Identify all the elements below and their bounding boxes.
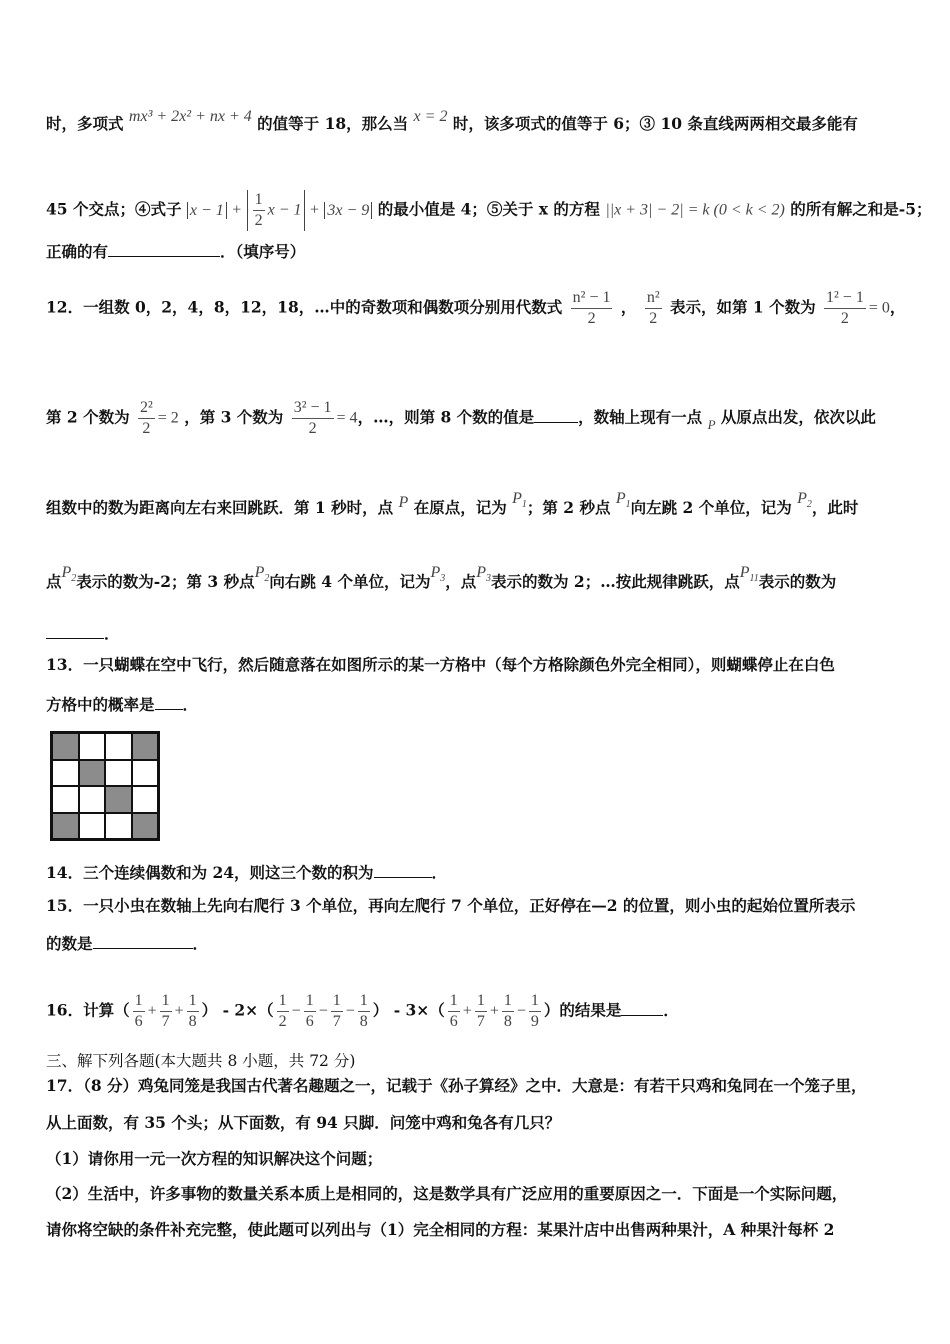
q11-line-1 [46,108,858,135]
q17-part-2-line-2: 请你将空缺的条件补充完整，使此题可以列出与（1）完全相同的方程：某果汁店中出售两种果汁，A 种果汁每杯 2 [46,1220,835,1239]
point-p: P [398,494,409,511]
text: 组数中的数为距离向左右来回跳跃．第 1 秒时，点 [46,498,394,517]
fraction-1-7: $\frac{1}{7}$ [161,992,170,1030]
q14-line [46,861,447,883]
answer-blank[interactable] [46,622,104,639]
text: ．（填序号） [220,242,306,261]
grid-cell-white [52,786,79,813]
fraction-1-8: $\frac{1}{8}$ [188,992,197,1030]
q12-line-3 [46,490,859,525]
equals-two: = 2 [157,409,179,427]
grid-cell-gray [105,786,132,813]
point-p: P [707,416,716,432]
grid-cell-gray [132,733,159,760]
answer-blank[interactable] [108,240,220,257]
x-equals-2: x = 2 [413,108,448,125]
grid-cell-gray [52,813,79,840]
grid-cell-white [105,760,132,787]
grid-cell-white [79,813,106,840]
answer-blank[interactable] [155,693,183,710]
plus-sign: + [309,201,319,219]
text: 时，多项式 [46,114,124,133]
grid-cell-white [79,733,106,760]
text: 表示的数为 2；…按此规律跳跃，点 [491,572,740,591]
fraction-1-7: $\frac{1}{7}$ [332,992,341,1030]
text: 第 2 个数为 [46,407,130,427]
fraction-denominator: 2 [824,308,866,329]
text: 的数是 [46,934,93,953]
q17-part-2-line-1: （2）生活中，许多事物的数量关系本质上是相同的，这是数学具有广泛应用的重要原因之一．下面是一个实际问题， [46,1184,848,1203]
text: 向左跳 2 个单位，记为 [630,498,792,517]
text: 45 个交点；④式子 [46,199,182,219]
text: ． [431,863,448,882]
answer-blank[interactable] [93,932,193,949]
text: 从原点出发，依次以此 [720,407,876,427]
point-p11: $P_{11}$ [739,564,759,585]
fraction-1-6: $\frac{1}{6}$ [305,992,314,1030]
fraction-numerator: 2² [139,399,153,416]
first-term-fraction [824,288,866,329]
fraction-denominator: 2 [645,308,662,329]
q15-line-2 [46,932,208,954]
q12-line-2 [46,398,876,439]
answer-blank[interactable] [374,861,432,878]
point-p2: $P_2$ [797,490,812,511]
fraction-numerator: 1 [254,191,263,208]
text: ． [663,1000,679,1020]
text: 正确的有 [46,242,109,261]
fraction-1-8: $\frac{1}{8}$ [359,992,368,1030]
q11-answer-line [46,240,305,262]
even-term-fraction [645,288,662,329]
equals-zero: = 0 [868,299,890,317]
q15-line-1 [46,896,855,916]
fraction-denominator: 2 [138,418,155,439]
butterfly-grid-figure [50,731,160,841]
q17-line-1: 17．（8 分）鸡兔同笼是我国古代著名趣题之一，记载于《孙子算经》之中．大意是：有若干只鸡和兔同在一个笼子里， [46,1076,867,1095]
polynomial-expression: mx³ + 2x² + nx + 4 [128,108,252,125]
text: 12．一组数 0，2，4，8，12，18，…中的奇数项和偶数项分别用代数式 [46,297,563,317]
text: 的结果是 [559,1000,622,1020]
fraction-1-8: $\frac{1}{8}$ [503,992,512,1030]
text: 13．一只蝴蝶在空中飞行，然后随意落在如图所示的某一方格中（每个方格除颜色外完全相同），则蝴蝶停止在白色 [46,655,835,674]
text: ，点 [445,572,477,591]
fraction-numerator: 3² − 1 [293,399,332,416]
q13-line-1 [46,655,835,675]
text: ；第 2 秒点 [526,498,611,517]
third-term-fraction [292,398,334,439]
grid-cell-white [105,813,132,840]
text: 表示的数为 [758,572,837,591]
text: ，第 3 个数为 [184,407,284,427]
q17-part-1: （1）请你用一元一次方程的知识解决这个问题； [46,1149,383,1168]
text: 14．三个连续偶数和为 24，则这三个数的积为 [46,863,374,882]
equals-four: = 4 [336,409,358,427]
fraction-denominator: 2 [571,308,613,329]
fraction-denominator: 2 [292,418,334,439]
text: ． [182,695,199,714]
grid-cell-white [132,786,159,813]
text: 表示的数为-2；第 3 秒点 [76,572,255,591]
fraction-1-2: $\frac{1}{2}$ [278,992,287,1030]
text: ， [889,297,906,317]
fraction-1-6: $\frac{1}{6}$ [449,992,458,1030]
text: 的所有解之和是-5； [790,199,932,219]
q16-line: 16．计算（ $\frac{1}{6}$ + $\frac{1}{7}$ + $\frac{1}{8}$ ） - 2×（ $\frac{1}{2}$ − $\frac{1}{6}$ − $\frac{1}{7}$ − $\frac{1}{8}$ ） - 3×（ $\frac{1}{6}$ + $\frac{1}{7}$ + $\frac{1}{8}$ − $\frac{1}{9}$ ）的结果是 ． [46,992,679,1030]
point-p2: $P_2$ [61,564,77,585]
fraction-1-9: $\frac{1}{9}$ [530,992,539,1030]
separator: ， [620,297,637,317]
grid-cell-gray [132,813,159,840]
answer-blank[interactable] [534,406,578,423]
text: 在原点，记为 [413,498,507,517]
grid-cell-white [52,760,79,787]
text: 的值等于 18，那么当 [257,114,409,133]
half-fraction [253,190,265,231]
fraction-denominator: 2 [254,212,263,229]
text: ，数轴上现有一点 [578,407,703,427]
grid-cell-gray [52,733,79,760]
text: 的最小值是 4；⑤关于 x 的方程 [377,199,600,219]
abs-term-2 [247,190,305,231]
text: ． [104,624,120,643]
text: ，此时 [811,498,859,517]
q12-line-1 [46,288,905,329]
point-p1: $P_1$ [512,490,527,511]
q12-line-4 [46,564,837,599]
q13-line-2 [46,693,198,715]
text: 16．计算（ [46,1000,130,1020]
point-p1: $P_1$ [615,490,631,511]
text: 时，该多项式的值等于 6；③ 10 条直线两两相交最多能有 [452,114,858,133]
fraction-1-7: $\frac{1}{7}$ [476,992,485,1030]
text: - 2×（ [222,1000,274,1020]
absolute-equation: ||x + 3| − 2| = k (0 < k < 2) [605,201,785,219]
fraction-numerator: n² − 1 [572,289,611,306]
point-p3: $P_3$ [476,564,492,585]
point-p3: $P_3$ [430,564,446,585]
text: 方格中的概率是 [46,695,155,714]
odd-term-fraction [571,288,613,329]
grid-cell-white [132,760,159,787]
grid-cell-gray [79,760,106,787]
text: 表示，如第 1 个数为 [670,297,816,317]
q17-line-2: 从上面数，有 35 个头；从下面数，有 94 只脚．问笼中鸡和兔各有几只？ [46,1113,561,1132]
text: 点 [46,572,62,591]
second-term-fraction [138,398,155,439]
abs-term-1: x − 1 [187,202,227,219]
abs-term-2-rest: x − 1 [267,201,302,219]
fraction-numerator: 1² − 1 [826,289,864,306]
point-p2: $P_2$ [254,564,270,585]
grid-cell-white [79,786,106,813]
answer-blank[interactable] [621,999,663,1016]
q12-answer-line [46,622,120,644]
fraction-numerator: n² [646,289,660,306]
fraction-1-6: $\frac{1}{6}$ [134,992,143,1030]
section-3-heading: 三、解下列各题(本大题共 8 小题，共 72 分) [46,1052,356,1070]
abs-term-3: 3x − 9 [324,202,372,219]
plus-sign: + [232,201,242,219]
text: 15．一只小虫在数轴上先向右爬行 3 个单位，再向左爬行 7 个单位，正好停在—2 的位置，则小虫的起始位置所表示 [46,896,856,915]
q11-line-2 [46,190,931,231]
text: ，…，则第 8 个数的值是 [357,407,535,427]
text: ． [192,934,209,953]
text: 向右跳 4 个单位，记为 [269,572,431,591]
text: - 3×（ [393,1000,445,1020]
grid-cell-white [105,733,132,760]
